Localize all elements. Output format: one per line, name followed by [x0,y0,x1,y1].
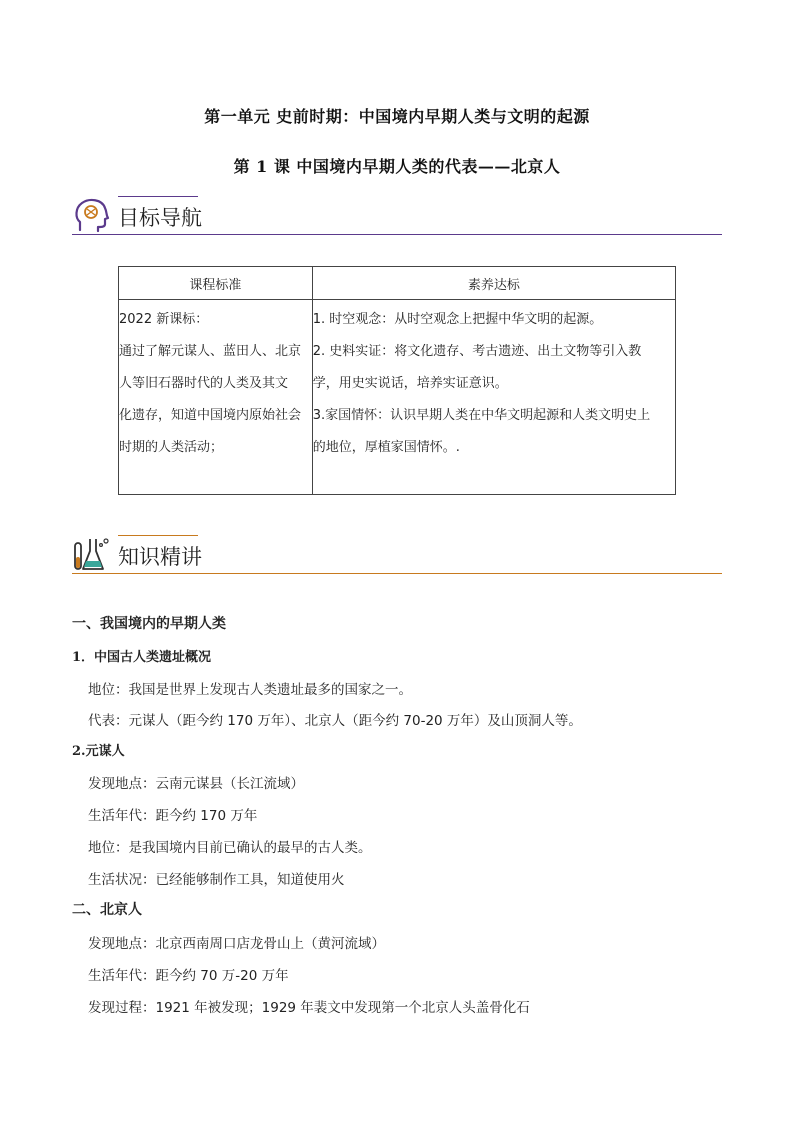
paragraph: 发现过程：1921 年被发现；1929 年裴文中发现第一个北京人头盖骨化石 [88,1000,530,1016]
paragraph: 生活年代：距今约 170 万年 [88,808,258,824]
cell-line: 时期的人类活动； [119,440,224,455]
paragraph: 发现地点：云南元谋县（长江流域） [88,776,304,792]
paragraph: 生活状况：已经能够制作工具，知道使用火 [88,872,345,888]
section-header-goals [72,196,722,240]
section-header-knowledge [72,535,722,579]
sub2-heading: 2.元谋人 [72,744,125,759]
section-label-goals: 目标导航 [118,206,202,230]
standards-table [118,266,676,495]
section-rule [72,234,722,235]
paragraph: 代表：元谋人（距今约 170 万年）、北京人（距今约 70-20 万年）及山顶洞人等。 [88,713,582,729]
sub1-heading: 1．中国古人类遗址概况 [72,650,212,665]
table-header-standard: 课程标准 [119,267,313,300]
section-tab-line [118,196,198,197]
cell-line: 化遗存，知道中国境内原始社会 [119,408,302,423]
section-tab-line [118,535,198,536]
table-row [119,300,676,495]
standard-cell [119,300,313,495]
cell-line: 学，用史实说话，培养实证意识。 [312,376,508,391]
paragraph: 生活年代：距今约 70 万-20 万年 [88,968,289,984]
brain-head-icon [72,196,112,236]
table-header-literacy: 素养达标 [312,267,675,300]
paragraph: 发现地点：北京西南周口店龙骨山上（黄河流域） [88,936,385,952]
literacy-cell [312,300,675,495]
lesson-title: 第 1 课 中国境内早期人类的代表——北京人 [233,157,561,176]
cell-line: 2022 新课标： [119,312,209,327]
cell-line: 通过了解元谋人、蓝田人、北京 [119,344,302,359]
section-label-knowledge: 知识精讲 [118,545,202,569]
section-rule [72,573,722,574]
unit-title: 第一单元 史前时期：中国境内早期人类与文明的起源 [204,107,590,126]
cell-line: 的地位，厚植家国情怀。. [312,440,460,455]
cell-line: 2. 史料实证：将文化遗存、考古遗迹、出土文物等引入教 [312,344,642,359]
cell-line: 3.家国情怀：认识早期人类在中华文明起源和人类文明史上 [312,408,651,423]
part1-heading: 一、我国境内的早期人类 [72,616,226,632]
lab-flask-icon [72,535,112,575]
cell-line: 1. 时空观念：从时空观念上把握中华文明的起源。 [312,312,603,327]
part2-heading: 二、北京人 [72,902,142,918]
paragraph: 地位：我国是世界上发现古人类遗址最多的国家之一。 [88,682,412,698]
cell-line: 人等旧石器时代的人类及其文 [119,376,289,391]
paragraph: 地位：是我国境内目前已确认的最早的古人类。 [88,840,372,856]
table-header-row [119,267,676,300]
